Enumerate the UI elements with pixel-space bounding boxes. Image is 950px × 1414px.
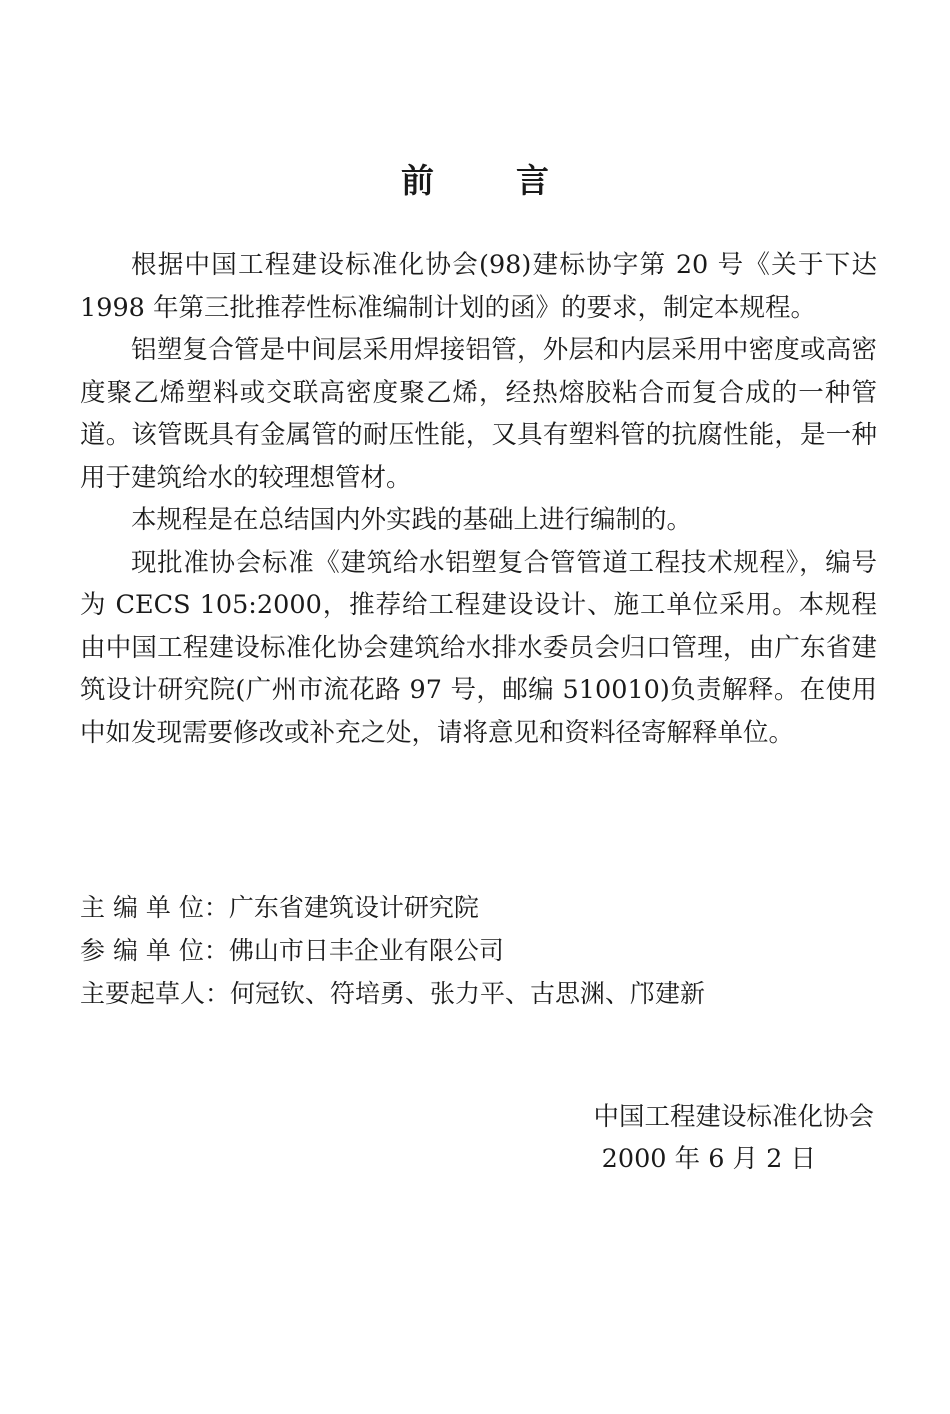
signature-date: 2000 年 6 月 2 日: [601, 1144, 816, 1174]
credit-label: 主要起草人：: [80, 979, 231, 1008]
credit-value: 何冠钦、符培勇、张力平、古思渊、邝建新: [230, 979, 706, 1008]
credit-co-editor: [80, 929, 870, 972]
credit-label: 主 编 单 位：: [80, 893, 229, 922]
credit-drafters: [80, 972, 870, 1015]
preface-body: [80, 244, 877, 754]
title-char-2: 言: [516, 161, 549, 200]
credit-chief-editor: [80, 886, 870, 929]
title-char-1: 前: [401, 161, 434, 200]
signature-block: [514, 1096, 874, 1180]
paragraph-2: 铝塑复合管是中间层采用焊接铝管，外层和内层采用中密度或高密度聚乙烯塑料或交联高密度聚乙烯，经热熔胶粘合而复合成的一种管道。该管既具有金属管的耐压性能，又具有塑料管的抗腐性能，是一种用于建筑给水的较理想管材。: [80, 335, 877, 493]
paragraph-4: 现批准协会标准《建筑给水铝塑复合管管道工程技术规程》，编号为 CECS 105:2000，推荐给工程建设设计、施工单位采用。本规程由中国工程建设标准化协会建筑给水排水委员会归口管理，由广东省建筑设计研究院(广州市流花路 97 号，邮编 510010)负责解释。在使用中如发现需要修改或补充之处，请将意见和资料径寄解释单位。: [80, 547, 877, 748]
signature-organization: 中国工程建设标准化协会: [593, 1102, 874, 1132]
page-title: [0, 156, 950, 206]
credit-value: 佛山市日丰企业有限公司: [228, 936, 504, 965]
credits-block: [80, 886, 870, 1015]
credit-label: 参 编 单 位：: [80, 936, 229, 965]
paragraph-3: 本规程是在总结国内外实践的基础上进行编制的。: [131, 505, 693, 535]
credit-value: 广东省建筑设计研究院: [228, 893, 479, 922]
paragraph-1: 根据中国工程建设标准化协会(98)建标协字第 20 号《关于下达 1998 年第三批推荐性标准编制计划的函》的要求，制定本规程。: [80, 250, 877, 323]
